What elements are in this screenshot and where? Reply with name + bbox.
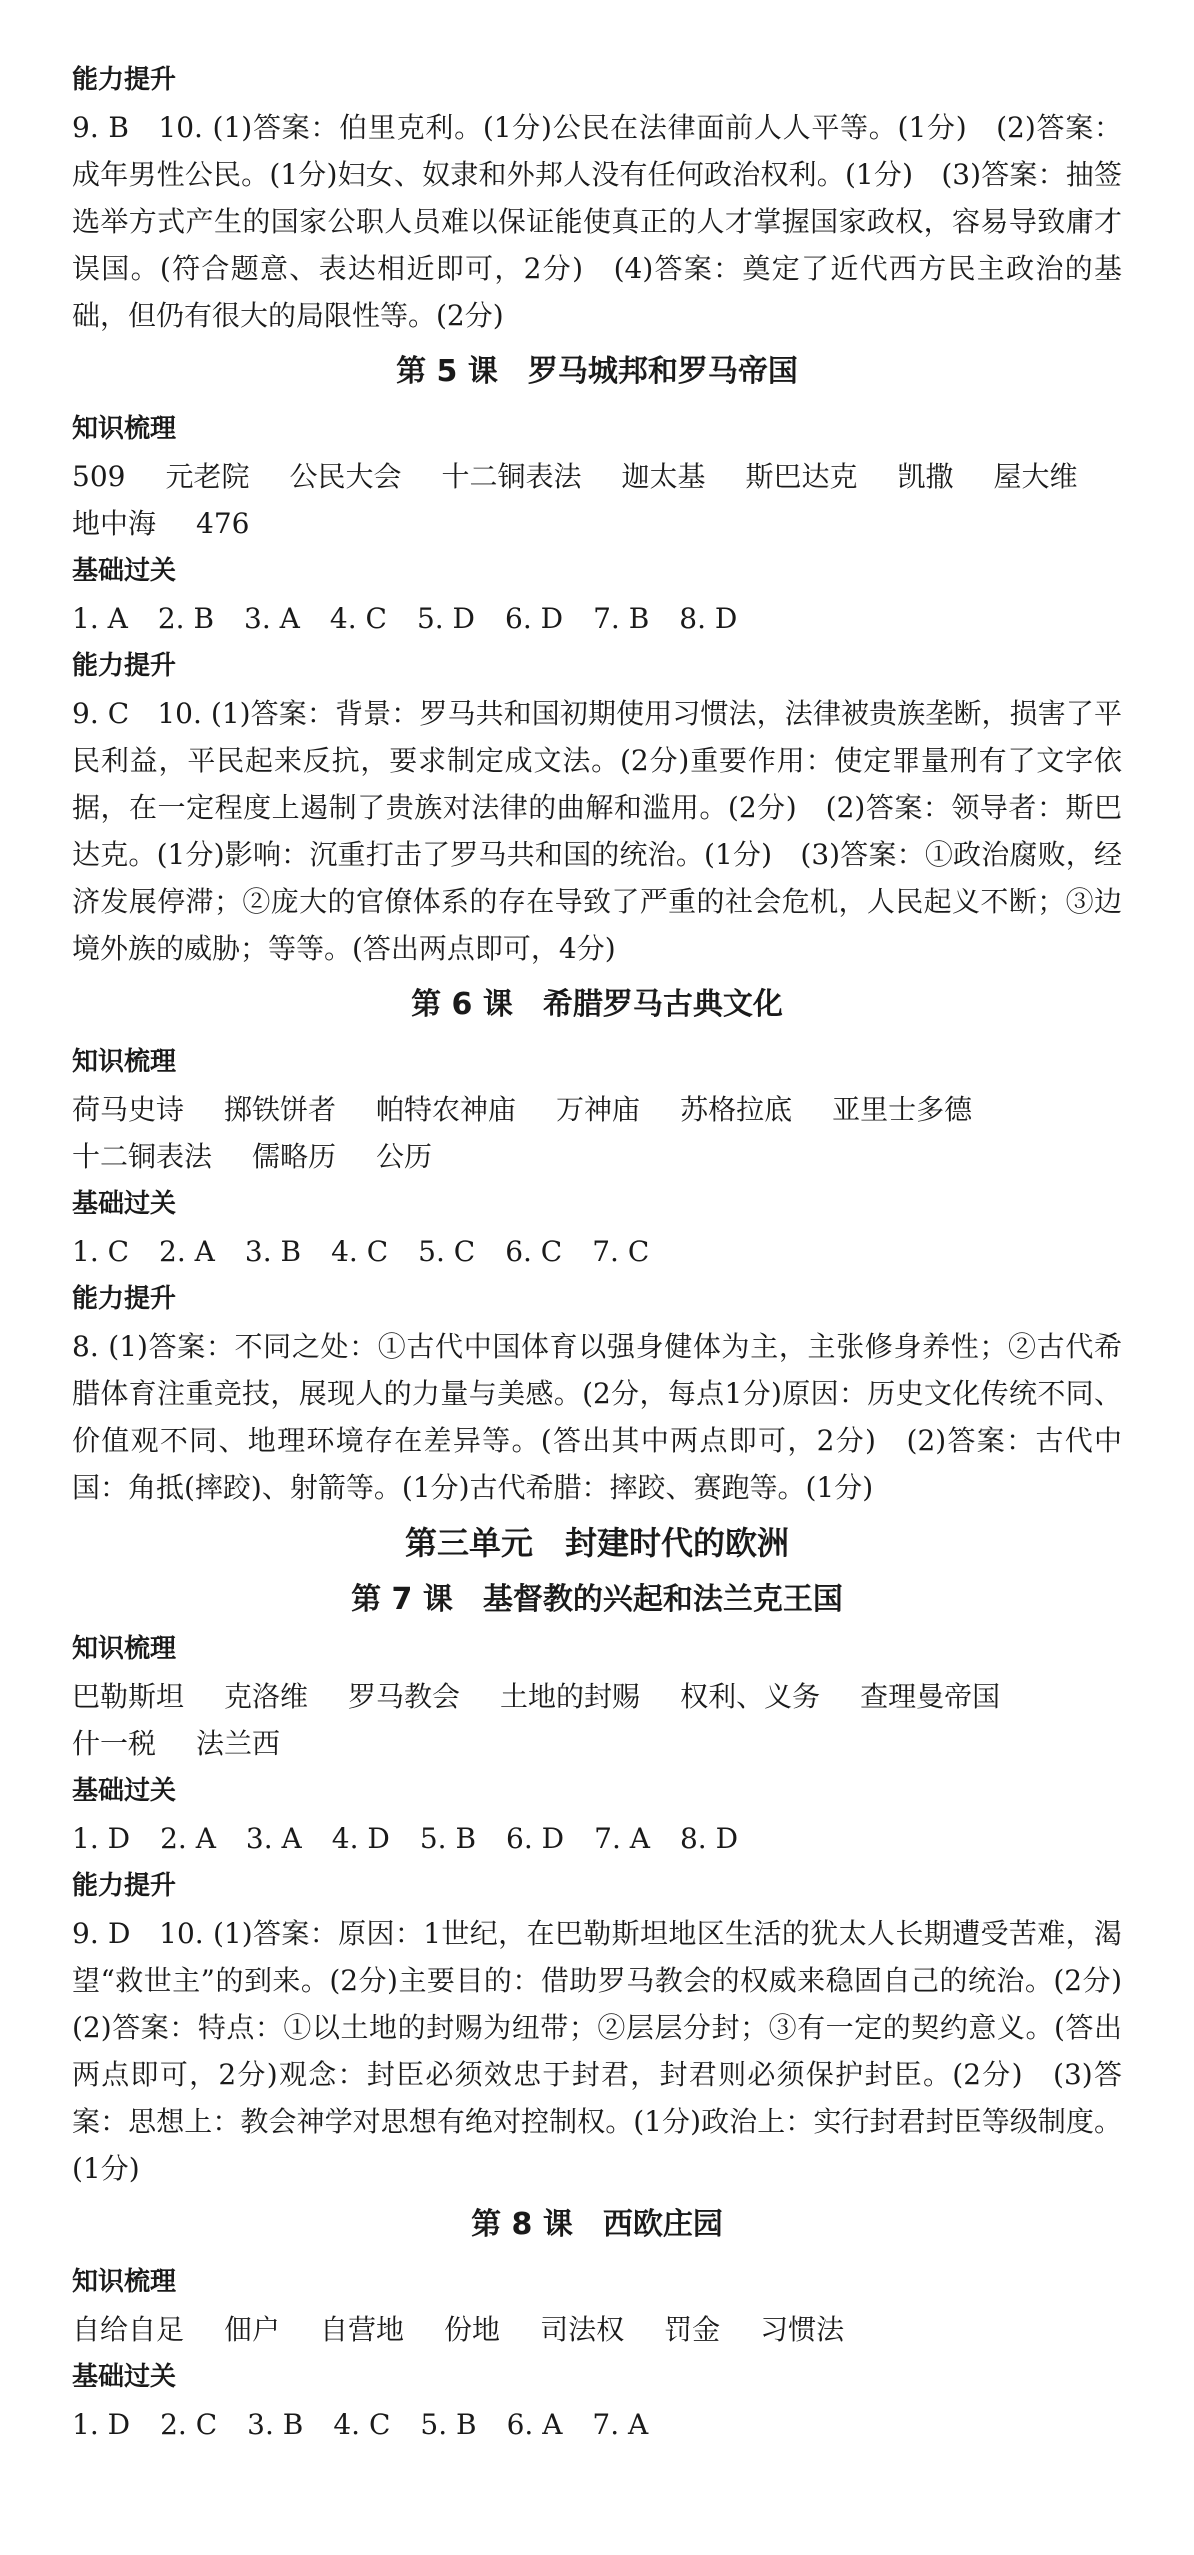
choice-answers bbox=[72, 2401, 1122, 2448]
ability-answer: 9. B 10. (1)答案：伯里克利。(1分)公民在法律面前人人平等。(1分) (2)答案：成年男性公民。(1分)妇女、奴隶和外邦人没有任何政治权利。(1分) (3)答案：抽签选举方式产生的国家公职人员难以保证能使真正的人才掌握国家政权，容易导致庸才误国。(符合题意、表达相近即可，2分) (4)答案：奠定了近代西方民主政治的基础，但仍有很大的局限性等。(2分) bbox=[72, 111, 1122, 332]
lesson-title: 第 5 课 罗马城邦和罗马帝国 bbox=[396, 354, 798, 389]
term: 万神庙 bbox=[556, 1093, 641, 1126]
term: 查理曼帝国 bbox=[860, 1680, 1001, 1713]
term: 元老院 bbox=[165, 460, 250, 493]
term: 苏格拉底 bbox=[680, 1093, 793, 1126]
basic-heading: 基础过关 bbox=[72, 1776, 177, 1806]
ability-answer: 9. C 10. (1)答案：背景：罗马共和国初期使用习惯法，法律被贵族垄断，损害了平民利益，平民起来反抗，要求制定成文法。(2分)重要作用：使定罪量刑有了文字依据，在一定程度上遏制了贵族对法律的曲解和滥用。(2分) (2)答案：领导者：斯巴达克。(1分)影响：沉重打击了罗马共和国的统治。(1分) (3)答案：①政治腐败，经济发展停滞；②庞大的官僚体系的存在导致了严重的社会危机，人民起义不断；③边境外族的威胁；等等。(答出两点即可，4分) bbox=[72, 697, 1122, 965]
choice-answer: 3. B bbox=[247, 2408, 304, 2441]
choice-answer: 1. D bbox=[72, 1822, 131, 1855]
choice-answer: 2. A bbox=[159, 1235, 215, 1268]
term: 土地的封赐 bbox=[500, 1680, 641, 1713]
choice-answer: 4. C bbox=[329, 602, 387, 635]
term: 克洛维 bbox=[224, 1680, 309, 1713]
choice-answer: 1. D bbox=[72, 2408, 131, 2441]
basic-heading: 基础过关 bbox=[72, 1189, 177, 1219]
choice-answer: 7. A bbox=[594, 1822, 650, 1855]
choice-answer: 5. C bbox=[418, 1235, 476, 1268]
knowledge-terms bbox=[72, 2306, 1122, 2353]
term: 地中海 bbox=[72, 507, 157, 540]
choice-answer: 7. A bbox=[592, 2408, 649, 2441]
choice-answer: 2. A bbox=[160, 1822, 216, 1855]
term: 十二铜表法 bbox=[72, 1140, 213, 1173]
choice-answer: 4. C bbox=[331, 1235, 389, 1268]
term: 公历 bbox=[376, 1140, 433, 1173]
ability-heading: 能力提升 bbox=[72, 65, 177, 95]
choice-answers bbox=[72, 1815, 1122, 1862]
term: 自营地 bbox=[320, 2313, 405, 2346]
term: 屋大维 bbox=[993, 460, 1078, 493]
choice-answer: 6. D bbox=[505, 602, 564, 635]
term: 亚里士多德 bbox=[832, 1093, 973, 1126]
knowledge-terms bbox=[72, 1086, 1122, 1180]
choice-answers bbox=[72, 595, 1122, 642]
choice-answer: 5. D bbox=[416, 602, 476, 635]
choice-answer: 8. D bbox=[679, 1822, 739, 1855]
basic-heading: 基础过关 bbox=[72, 2362, 177, 2392]
unit-title: 第三单元 封建时代的欧洲 bbox=[404, 1524, 789, 1562]
knowledge-heading: 知识梳理 bbox=[72, 1634, 177, 1664]
term: 476 bbox=[196, 507, 250, 540]
term: 佃户 bbox=[224, 2313, 281, 2346]
term: 十二铜表法 bbox=[441, 460, 582, 493]
knowledge-heading: 知识梳理 bbox=[72, 1047, 177, 1077]
choice-answer: 6. D bbox=[506, 1822, 565, 1855]
knowledge-terms bbox=[72, 453, 1122, 547]
term: 份地 bbox=[444, 2313, 501, 2346]
term: 习惯法 bbox=[760, 2313, 845, 2346]
term: 公民大会 bbox=[289, 460, 402, 493]
basic-heading: 基础过关 bbox=[72, 556, 177, 586]
term: 帕特农神庙 bbox=[376, 1093, 517, 1126]
term: 儒略历 bbox=[252, 1140, 337, 1173]
ability-answer: 8. (1)答案：不同之处：①古代中国体育以强身健体为主，主张修身养性；②古代希腊体育注重竞技，展现人的力量与美感。(2分，每点1分)原因：历史文化传统不同、价值观不同、地理环境存在差异等。(答出其中两点即可，2分) (2)答案：古代中国：角抵(摔跤)、射箭等。(1分)古代希腊：摔跤、赛跑等。(1分) bbox=[72, 1330, 1122, 1504]
choice-answer: 2. B bbox=[157, 602, 215, 635]
ability-heading: 能力提升 bbox=[72, 1871, 177, 1901]
knowledge-heading: 知识梳理 bbox=[72, 2267, 177, 2297]
term: 罚金 bbox=[664, 2313, 721, 2346]
choice-answer: 5. B bbox=[420, 2408, 477, 2441]
choice-answer: 1. A bbox=[72, 602, 128, 635]
choice-answer: 4. C bbox=[333, 2408, 391, 2441]
choice-answer: 3. B bbox=[244, 1235, 302, 1268]
ability-answer: 9. D 10. (1)答案：原因：1世纪，在巴勒斯坦地区生活的犹太人长期遭受苦难，渴望“救世主”的到来。(2分)主要目的：借助罗马教会的权威来稳固自己的统治。(2分) (2)答案：特点：①以土地的封赐为纽带；②层层分封；③有一定的契约意义。(答出两点即可，2分)观念：封臣必须效忠于封君，封君则必须保护封臣。(2分) (3)答案：思想上：教会神学对思想有绝对控制权。(1分)政治上：实行封君封臣等级制度。(1分) bbox=[72, 1917, 1151, 2185]
term: 凯撒 bbox=[897, 460, 954, 493]
knowledge-heading: 知识梳理 bbox=[72, 414, 177, 444]
term: 巴勒斯坦 bbox=[72, 1680, 185, 1713]
choice-answer: 2. C bbox=[160, 2408, 218, 2441]
choice-answer: 6. C bbox=[505, 1235, 563, 1268]
ability-heading: 能力提升 bbox=[72, 1284, 177, 1314]
choice-answer: 3. A bbox=[245, 1822, 302, 1855]
lesson-title: 第 8 课 西欧庄园 bbox=[471, 2207, 723, 2242]
term: 迦太基 bbox=[621, 460, 706, 493]
choice-answer: 7. C bbox=[592, 1235, 650, 1268]
choice-answer: 5. B bbox=[419, 1822, 477, 1855]
lesson-title: 第 6 课 希腊罗马古典文化 bbox=[411, 987, 783, 1022]
ability-heading: 能力提升 bbox=[72, 651, 177, 681]
choice-answers bbox=[72, 1228, 1122, 1275]
term: 法兰西 bbox=[196, 1727, 281, 1760]
term: 509 bbox=[72, 460, 126, 493]
term: 什一税 bbox=[72, 1727, 157, 1760]
term: 司法权 bbox=[540, 2313, 625, 2346]
choice-answer: 6. A bbox=[506, 2408, 563, 2441]
term: 自给自足 bbox=[72, 2313, 185, 2346]
term: 掷铁饼者 bbox=[224, 1093, 337, 1126]
lesson-title: 第 7 课 基督教的兴起和法兰克王国 bbox=[351, 1582, 843, 1617]
knowledge-terms bbox=[72, 1673, 1122, 1767]
term: 斯巴达克 bbox=[745, 460, 858, 493]
term: 荷马史诗 bbox=[72, 1093, 185, 1126]
choice-answer: 3. A bbox=[244, 602, 300, 635]
choice-answer: 1. C bbox=[72, 1235, 130, 1268]
term: 罗马教会 bbox=[348, 1680, 461, 1713]
choice-answer: 8. D bbox=[679, 602, 738, 635]
choice-answer: 4. D bbox=[331, 1822, 390, 1855]
choice-answer: 7. B bbox=[593, 602, 650, 635]
term: 权利、义务 bbox=[680, 1680, 821, 1713]
